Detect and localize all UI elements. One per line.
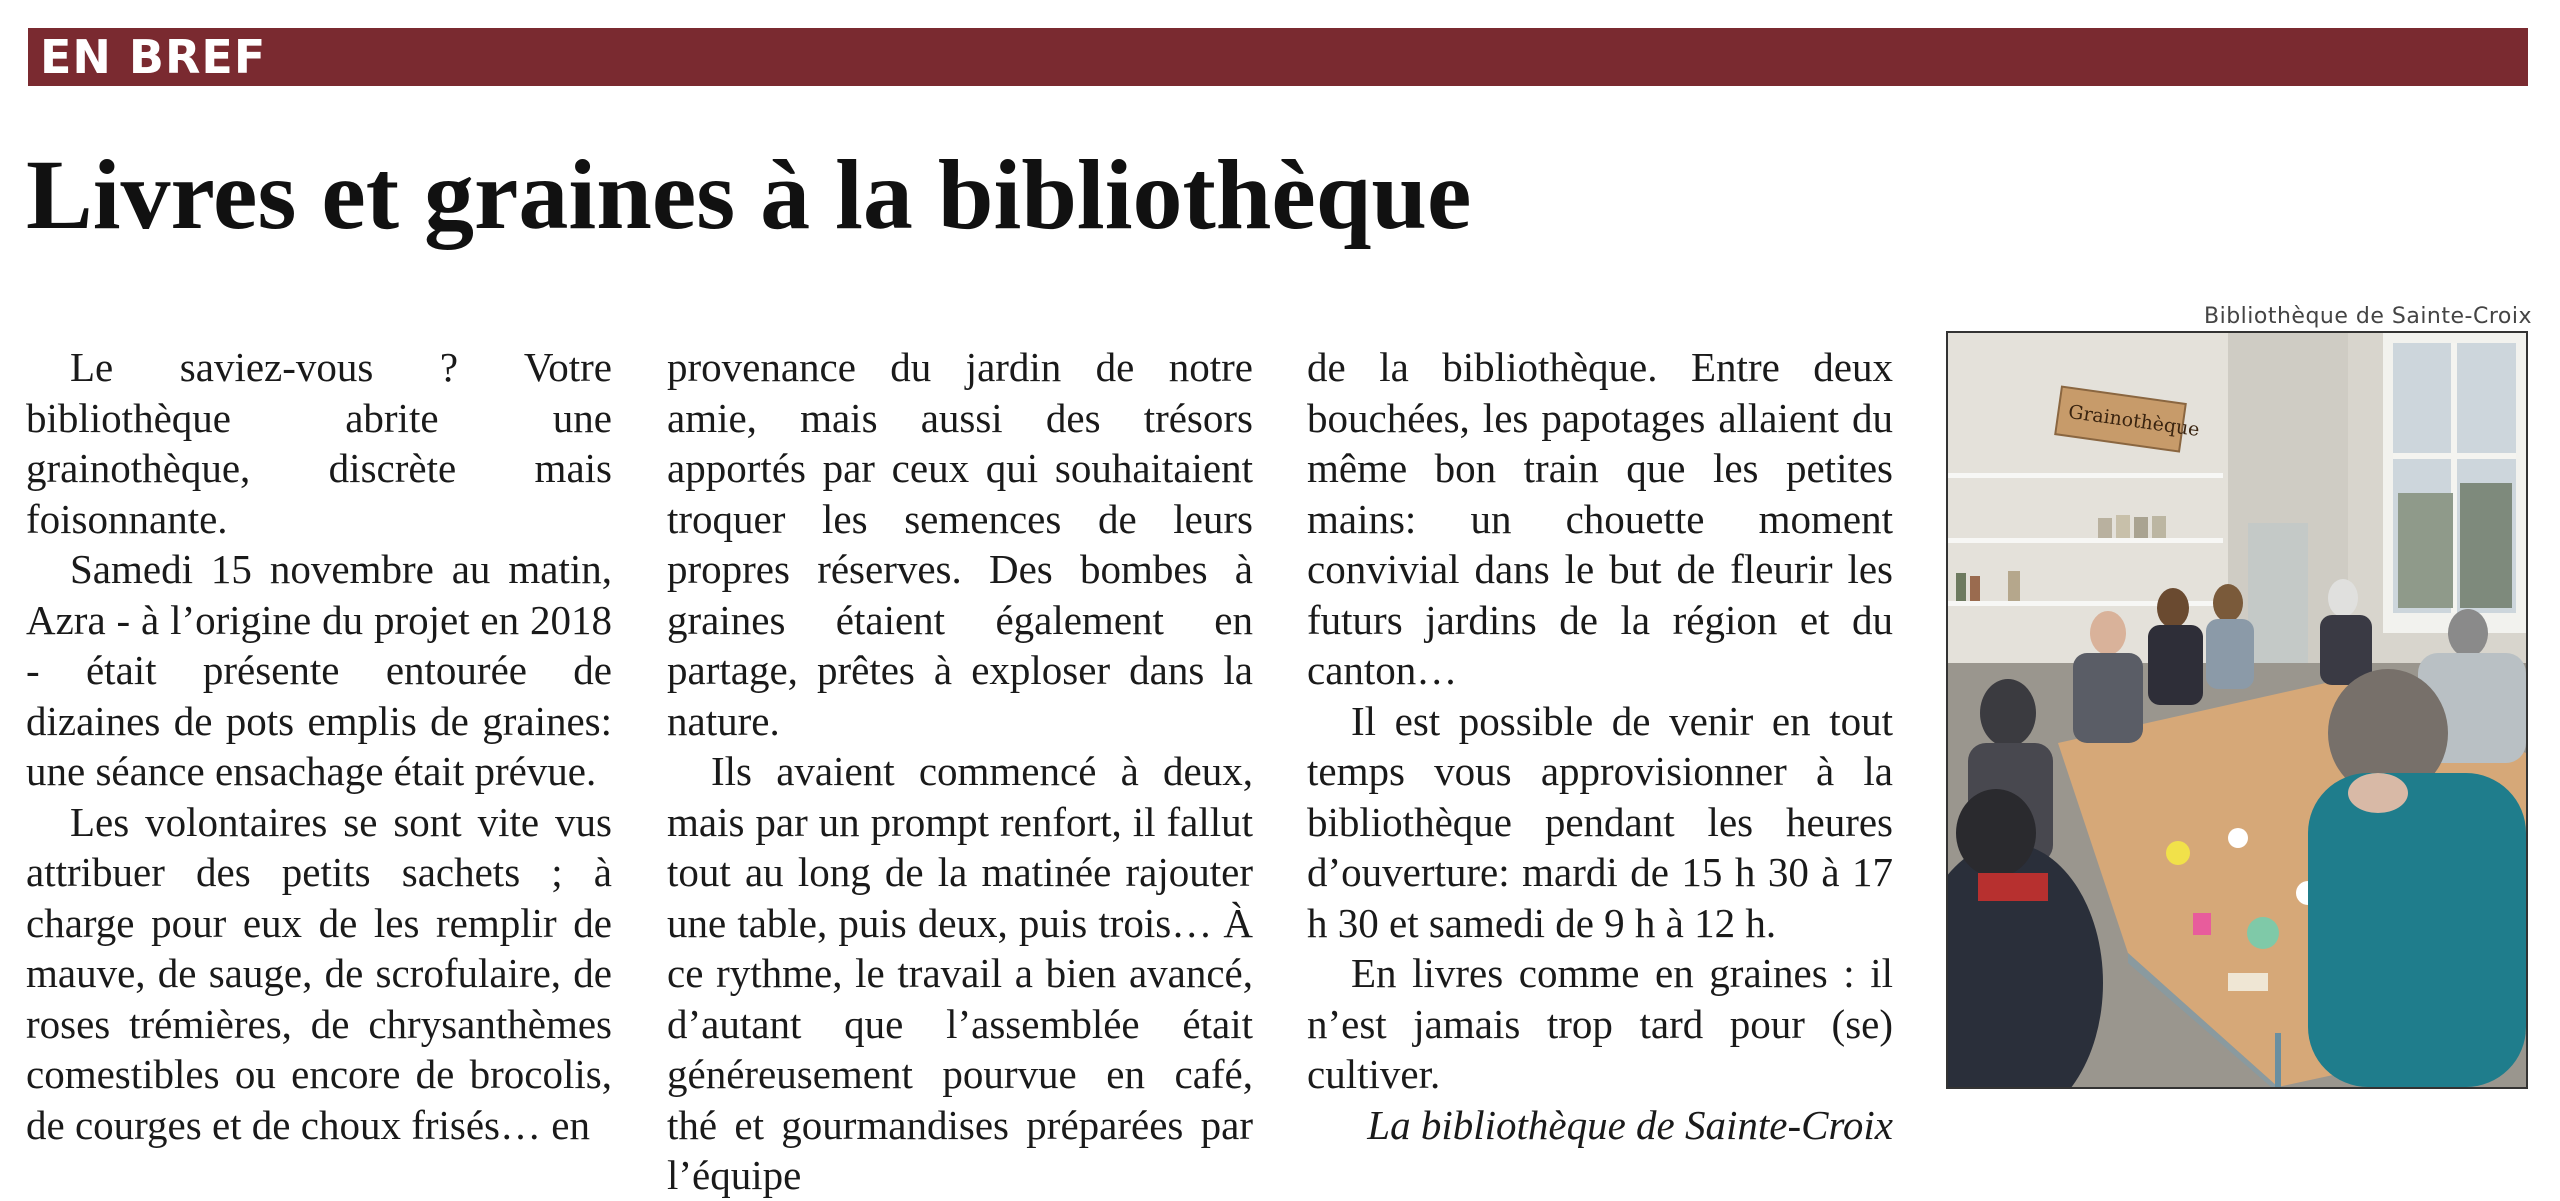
article-column-2 [667,342,1253,1201]
rubric-label: EN BREF [40,30,267,84]
article-column-1 [26,342,612,1150]
paragraph: En livres comme en graines : il n’est jamais trop tard pour (se) cultiver. [1307,950,1893,1097]
article-column-3 [1307,342,1893,1150]
photo-credit: Bibliothèque de Sainte-Croix [2203,304,2532,329]
rubric-bar [28,28,2528,86]
paragraph: de la bibliothèque. Entre deux bouchées, les papotages allaient du même bon train que les petites mains: un chouette moment convivial dans le but de fleurir les futurs jardins de la région et du canton… [1307,344,1893,693]
photo-illustration [1948,333,2526,1087]
article-photo [1946,331,2528,1089]
article-signature: La bibliothèque de Sainte-Croix [1367,1101,1893,1148]
photo-sign-text: Grainothèque [2066,400,2201,442]
paragraph: Ils avaient commencé à deux, mais par un prompt renfort, il fallut tout au long de la matinée rajouter une table, puis deux, puis trois… À ce rythme, le travail a bien avancé, d’autant que l’assemblée était généreusement pourvue en café, thé et gourmandises préparées par l’équipe [667,748,1253,1198]
article-headline: Livres et graines à la bibliothèque [26,139,1472,250]
paragraph: provenance du jardin de notre amie, mais aussi des trésors apportés par ceux qui souhaitaient troquer les semences de leurs propres réserves. Des bombes à graines étaient également en partage, prêtes à exploser dans la nature. [667,344,1253,744]
paragraph: Samedi 15 novembre au matin, Azra - à l’origine du projet en 2018 - était présente entourée de dizaines de pots emplis de graines: une séance ensachage était prévue. [26,546,612,794]
paragraph: Les volontaires se sont vite vus attribuer des petits sachets ; à charge pour eux de les remplir de mauve, de sauge, de scrofulaire, de roses trémières, de chrysanthèmes comestibles ou encore de brocolis, de courges et de choux frisés… en [26,798,612,1148]
paragraph: Il est possible de venir en tout temps vous approvisionner à la bibliothèque pendant les heures d’ouverture: mardi de 15 h 30 à 17 h 30 et samedi de 9 h à 12 h. [1307,697,1893,946]
paragraph: Le saviez-vous ? Votre bibliothèque abrite une grainothèque, discrète mais foisonnante. [26,344,612,542]
